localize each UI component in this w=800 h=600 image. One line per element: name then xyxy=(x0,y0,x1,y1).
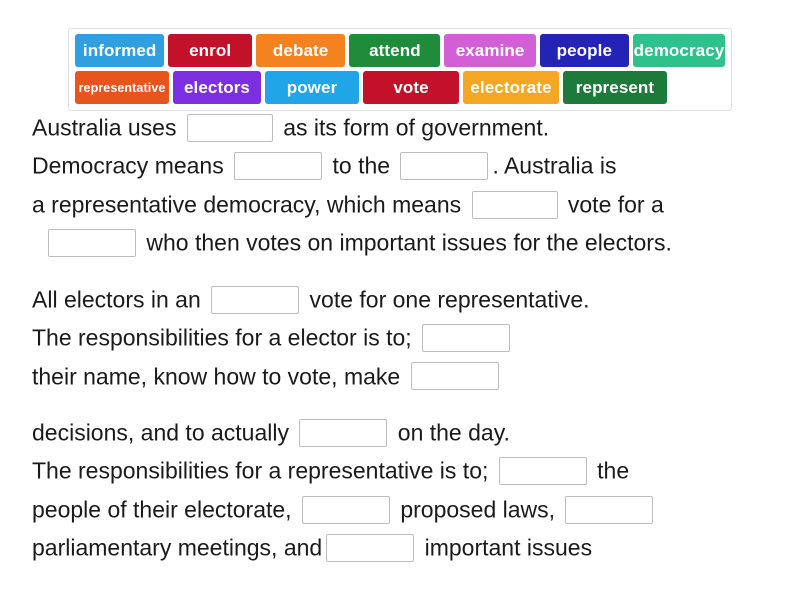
word-chip-people[interactable]: people xyxy=(540,34,629,67)
sentence-line-5 xyxy=(32,280,776,318)
sentence-line-1 xyxy=(32,108,776,146)
text-segment: All electors in an xyxy=(32,286,201,313)
blank-8[interactable] xyxy=(411,362,499,390)
blank-1[interactable] xyxy=(187,114,273,142)
text-segment: the xyxy=(597,457,630,484)
sentence-line-8 xyxy=(32,413,776,451)
sentence-line-2 xyxy=(32,146,776,184)
text-segment: . Australia is xyxy=(492,152,617,179)
text-segment: decisions, and to actually xyxy=(32,419,289,446)
word-chip-informed[interactable]: informed xyxy=(75,34,164,67)
word-chip-vote[interactable]: vote xyxy=(363,71,459,104)
sentence-line-4 xyxy=(32,223,776,261)
sentence-line-11 xyxy=(32,528,776,566)
text-segment: proposed laws, xyxy=(400,496,556,523)
text-segment: vote for a xyxy=(567,191,664,218)
word-bank-row-2 xyxy=(75,71,725,104)
blank-11[interactable] xyxy=(302,496,390,524)
text-segment: parliamentary meetings, and xyxy=(32,534,323,561)
paragraph-1 xyxy=(32,108,776,262)
sentence-line-3 xyxy=(32,185,776,223)
word-bank-row-1 xyxy=(75,34,725,67)
text-segment: Australia uses xyxy=(32,114,177,141)
word-chip-power[interactable]: power xyxy=(265,71,359,104)
text-segment: on the day. xyxy=(397,419,510,446)
blank-3[interactable] xyxy=(400,152,488,180)
word-chip-electors[interactable]: electors xyxy=(173,71,261,104)
word-chip-attend[interactable]: attend xyxy=(349,34,440,67)
sentence-line-10 xyxy=(32,490,776,528)
paragraph-3 xyxy=(32,413,776,567)
word-chip-examine[interactable]: examine xyxy=(444,34,535,67)
blank-4[interactable] xyxy=(472,191,558,219)
text-segment: Democracy means xyxy=(32,152,224,179)
text-segment: important issues xyxy=(424,534,593,561)
word-chip-enrol[interactable]: enrol xyxy=(168,34,252,67)
blank-12[interactable] xyxy=(565,496,653,524)
blank-7[interactable] xyxy=(422,324,510,352)
text-segment: to the xyxy=(332,152,391,179)
sentence-line-6 xyxy=(32,318,776,356)
blank-10[interactable] xyxy=(499,457,587,485)
text-segment: The responsibilities for a elector is to; xyxy=(32,324,412,351)
text-segment: as its form of government. xyxy=(283,114,550,141)
sentence-line-7 xyxy=(32,357,776,395)
blank-5[interactable] xyxy=(48,229,136,257)
blank-9[interactable] xyxy=(299,419,387,447)
word-chip-representative[interactable]: representative xyxy=(75,71,169,104)
blank-2[interactable] xyxy=(234,152,322,180)
sentence-line-9 xyxy=(32,451,776,489)
text-segment: The responsibilities for a representative is to; xyxy=(32,457,489,484)
blank-6[interactable] xyxy=(211,286,299,314)
text-segment: who then votes on important issues for the electors. xyxy=(146,229,672,256)
blank-13[interactable] xyxy=(326,534,414,562)
sentence-area xyxy=(32,108,776,567)
word-chip-democracy[interactable]: democracy xyxy=(633,34,725,67)
word-chip-represent[interactable]: represent xyxy=(563,71,667,104)
text-segment: vote for one representative. xyxy=(309,286,590,313)
word-bank xyxy=(68,28,732,111)
text-segment: a representative democracy, which means xyxy=(32,191,462,218)
word-chip-debate[interactable]: debate xyxy=(256,34,345,67)
text-segment: their name, know how to vote, make xyxy=(32,362,401,389)
paragraph-2 xyxy=(32,280,776,395)
text-segment: people of their electorate, xyxy=(32,496,292,523)
word-chip-electorate[interactable]: electorate xyxy=(463,71,559,104)
